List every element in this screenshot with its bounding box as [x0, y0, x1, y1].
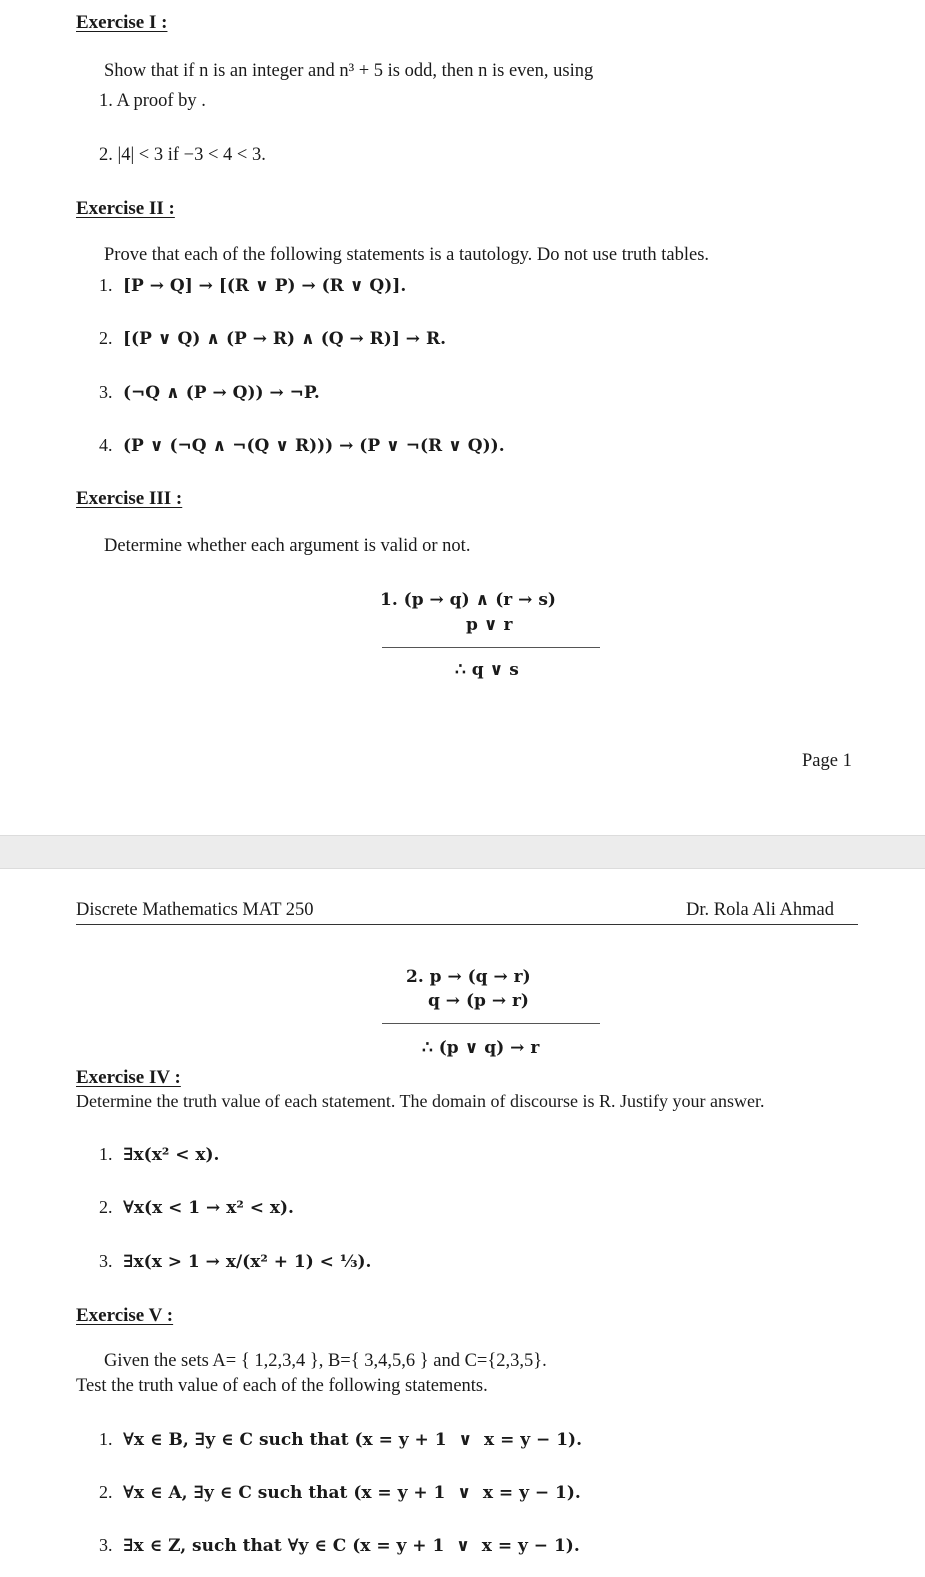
argument-2-divider — [382, 1023, 600, 1024]
argument-2-premise-1: 2. p → (q → r) — [406, 967, 531, 987]
header-author: Dr. Rola Ali Ahmad — [686, 900, 834, 920]
item-number: 2. — [99, 328, 113, 348]
exercise-4-heading: Exercise IV : — [76, 1067, 181, 1088]
formula: [P → Q] → [(R ∨ P) → (R ∨ Q)]. — [123, 276, 407, 296]
exercise-5-intro-2: Test the truth value of each of the following statements. — [76, 1376, 488, 1396]
exercise-4-intro: Determine the truth value of each statement. The domain of discourse is R. Justify your answer. — [76, 1091, 765, 1111]
exercise-3-heading: Exercise III : — [76, 488, 183, 509]
exercise-4-item-1 — [99, 1144, 219, 1165]
exercise-1-item-2: 2. |4| < 3 if −3 < 4 < 3. — [99, 145, 266, 165]
argument-2-conclusion: ∴ (p ∨ q) → r — [422, 1038, 540, 1058]
exercise-1-intro: Show that if n is an integer and n³ + 5 is odd, then n is even, using — [104, 61, 594, 81]
formula: (¬Q ∧ (P → Q)) → ¬P. — [123, 383, 320, 403]
exercise-4-item-2 — [99, 1197, 294, 1218]
item-number: 3. — [99, 1251, 113, 1271]
exercise-3-intro: Determine whether each argument is valid or not. — [104, 536, 471, 556]
formula: ∃x ∈ Z, such that ∀y ∈ C (x = y + 1 ∨ x = y − 1). — [123, 1536, 580, 1556]
header-rule — [76, 924, 858, 925]
exercise-2-intro: Prove that each of the following statements is a tautology. Do not use truth tables. — [104, 245, 710, 265]
exercise-5-item-1 — [99, 1429, 582, 1450]
formula: ∀x ∈ B, ∃y ∈ C such that (x = y + 1 ∨ x = y − 1). — [123, 1430, 582, 1450]
formula: ∃x(x > 1 → x/(x² + 1) < ⅓). — [123, 1252, 372, 1272]
formula: ∃x(x² < x). — [123, 1145, 220, 1165]
item-number: 3. — [99, 1535, 113, 1555]
exercise-2-heading: Exercise II : — [76, 198, 175, 219]
exercise-2-item-2 — [99, 328, 446, 349]
exercise-4-item-3 — [99, 1251, 371, 1272]
item-number: 1. — [99, 1429, 113, 1449]
item-number: 3. — [99, 382, 113, 402]
item-number: 1. — [99, 1144, 113, 1164]
header-course-title: Discrete Mathematics MAT 250 — [76, 900, 314, 920]
exercise-5-item-2 — [99, 1482, 581, 1503]
formula: ∀x ∈ A, ∃y ∈ C such that (x = y + 1 ∨ x = y − 1). — [123, 1483, 581, 1503]
argument-1-premise-2: p ∨ r — [466, 615, 513, 635]
exercise-5-heading: Exercise V : — [76, 1305, 174, 1326]
item-number: 2. — [99, 1197, 113, 1217]
exercise-2-item-3 — [99, 382, 320, 403]
exercise-2-item-4 — [99, 435, 505, 456]
item-number: 1. — [99, 275, 113, 295]
formula: ∀x(x < 1 → x² < x). — [123, 1198, 294, 1218]
exercise-1-item-1: 1. A proof by . — [99, 91, 206, 111]
exercise-1-heading: Exercise I : — [76, 12, 168, 33]
exercise-5-intro-1: Given the sets A= { 1,2,3,4 }, B={ 3,4,5,6 } and C={2,3,5}. — [104, 1351, 547, 1371]
argument-1-conclusion: ∴ q ∨ s — [455, 660, 519, 680]
page-break — [0, 835, 925, 869]
formula: (P ∨ (¬Q ∧ ¬(Q ∨ R))) → (P ∨ ¬(R ∨ Q)). — [123, 436, 505, 456]
formula: [(P ∨ Q) ∧ (P → R) ∧ (Q → R)] → R. — [123, 329, 446, 349]
item-number: 2. — [99, 1482, 113, 1502]
exercise-5-item-3 — [99, 1535, 580, 1556]
argument-2-premise-2: q → (p → r) — [428, 991, 529, 1011]
argument-1-divider — [382, 647, 600, 648]
item-number: 4. — [99, 435, 113, 455]
page-number: Page 1 — [802, 751, 852, 771]
exercise-2-item-1 — [99, 275, 406, 296]
argument-1-premise-1: 1. (p → q) ∧ (r → s) — [380, 590, 556, 610]
